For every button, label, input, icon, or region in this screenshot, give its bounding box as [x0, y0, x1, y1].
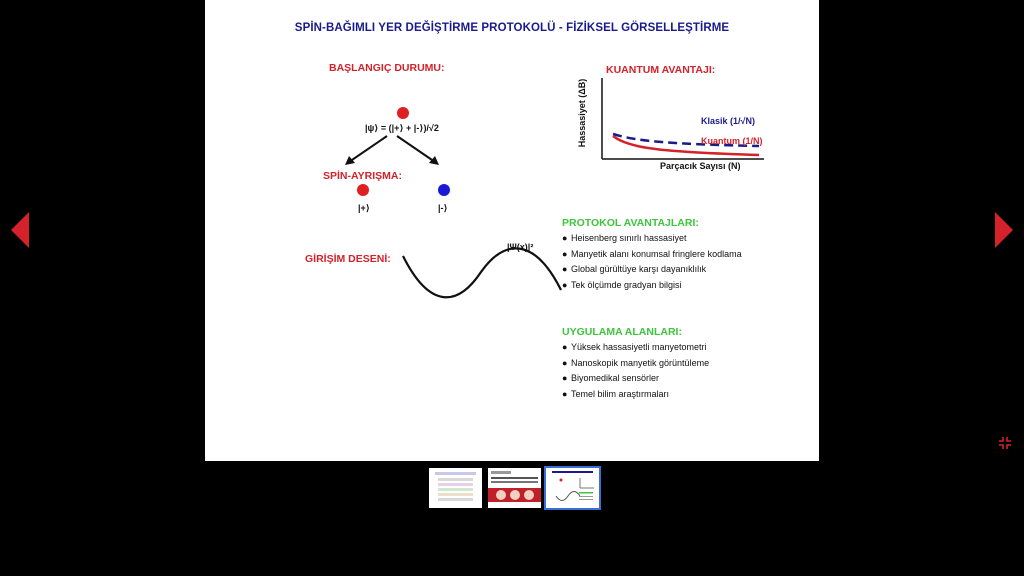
chevron-right-icon[interactable] — [995, 212, 1013, 248]
thumbnail-preview — [429, 468, 482, 508]
slide-thumbnail-3[interactable] — [546, 468, 599, 508]
list-item: ● Heisenberg sınırlı hassasiyet — [562, 233, 687, 243]
split-arrows — [335, 132, 445, 168]
spin-plus-dot — [357, 184, 369, 196]
spin-split-heading: SPİN-AYRIŞMA: — [323, 170, 402, 182]
slide-thumbnail-1[interactable] — [429, 468, 482, 508]
thumbnail-preview — [546, 468, 599, 508]
initial-particle-dot — [397, 107, 409, 119]
list-item: ● Nanoskopik manyetik görüntüleme — [562, 357, 710, 368]
exit-fullscreen-icon[interactable] — [998, 436, 1012, 450]
slide-title: SPİN-BAĞIMLI YER DEĞİŞTİRME PROTOKOLÜ - FİZİKSEL GÖRSELLEŞTİRME — [294, 22, 730, 34]
advantage-y-label: Hassasiyet (ΔB) — [577, 78, 587, 148]
classical-legend: Klasik (1/√N) — [701, 116, 755, 126]
quantum-advantage-heading: KUANTUM AVANTAJI: — [606, 64, 716, 76]
list-item: ● Temel bilim araştırmaları — [562, 388, 670, 399]
quantum-legend: Kuantum (1/N) — [701, 136, 763, 146]
list-item: ● Biyomedikal sensörler — [562, 373, 660, 383]
spin-minus-dot — [438, 184, 450, 196]
spin-minus-label: |-⟩ — [438, 203, 448, 213]
spin-plus-label: |+⟩ — [358, 203, 370, 213]
chevron-left-icon[interactable] — [11, 212, 29, 248]
advantage-x-label: Parçacık Sayısı (N) — [660, 161, 741, 171]
list-item: ● Tek ölçümde gradyan bilgisi — [562, 279, 682, 290]
list-item: ● Yüksek hassasiyetli manyetometri — [562, 342, 707, 352]
initial-state-heading: BAŞLANGIÇ DURUMU: — [329, 62, 445, 74]
applications-heading: UYGULAMA ALANLARI: — [562, 326, 682, 338]
interference-wave — [401, 238, 563, 302]
applications-list — [562, 340, 709, 402]
interference-label: |Ψ(x)|² — [507, 242, 534, 252]
interference-heading: GİRİŞİM DESENİ: — [305, 253, 391, 265]
thumbnail-preview — [488, 468, 541, 508]
slide-thumbnail-2[interactable] — [488, 468, 541, 508]
protocol-advantages-heading: PROTOKOL AVANTAJLARI: — [562, 217, 699, 229]
slide-canvas — [205, 0, 819, 461]
protocol-advantages-list — [562, 231, 742, 293]
initial-state-equation: |ψ⟩ = (|+⟩ + |-⟩)/√2 — [365, 123, 439, 133]
list-item: ● Manyetik alanı konumsal fringlere kodlama — [562, 248, 742, 259]
list-item: ● Global gürültüye karşı dayanıklılık — [562, 264, 707, 274]
